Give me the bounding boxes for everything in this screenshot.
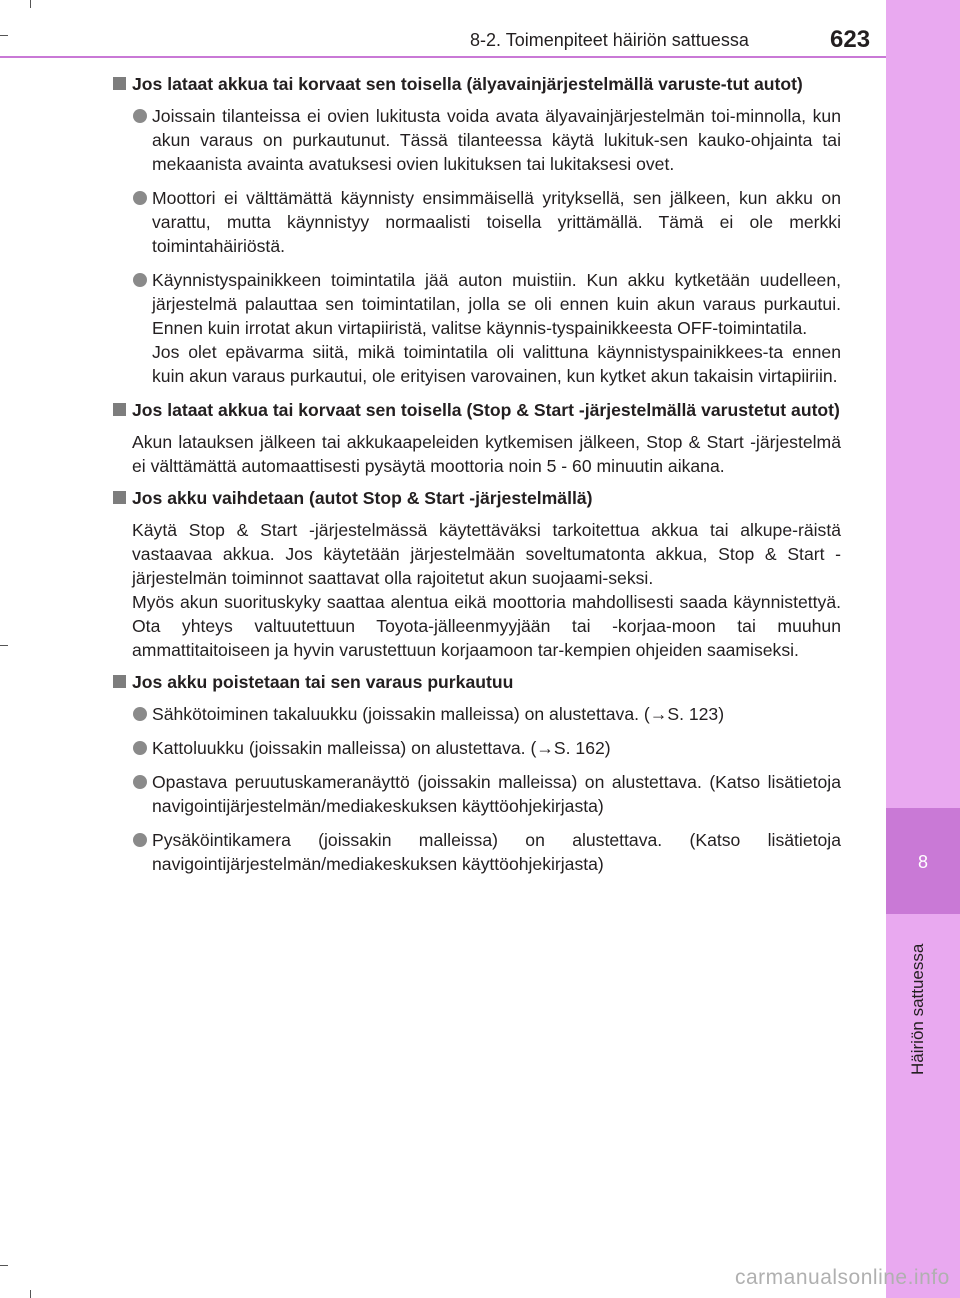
section-heading: Jos akku poistetaan tai sen varaus purkautuu xyxy=(112,670,841,694)
list-item: Pysäköintikamera (joissakin malleissa) on alustettava. (Katso lisätietoja navigointijärjestelmän/mediakeskuksen käyttöohjekirjasta) xyxy=(112,828,841,876)
crop-mark xyxy=(0,35,8,36)
list-item: Joissain tilanteissa ei ovien lukitusta voida avata älyavainjärjestelmän toi-minnolla, kun akun varaus on purkautunut. Tässä tilanteessa käytä lukituk-sen kauko-ohjainta tai mekaanista avainta avatuksesi ovien lukituksen tai lukitaksesi ovet. xyxy=(112,104,841,176)
paragraph: Akun latauksen jälkeen tai akkukaapeleiden kytkemisen jälkeen, Stop & Start -järjestelmä ei välttämättä automaattisesti pysäytä moottoria noin 5 - 60 minuutin aikana. xyxy=(132,432,841,476)
list-item: Sähkötoiminen takaluukku (joissakin malleissa) on alustettava. (→S. 123) xyxy=(112,702,841,726)
square-bullet-icon xyxy=(113,77,126,90)
list-item: Moottori ei välttämättä käynnisty ensimmäisellä yrityksellä, sen jälkeen, kun akku on varattu, mutta käynnistyy normaalisti toisella yrittämällä. Tämä ei ole merkki toimintahäiriöstä. xyxy=(112,186,841,258)
crop-mark xyxy=(30,0,31,8)
section-heading: Jos lataat akkua tai korvaat sen toisella (älyavainjärjestelmällä varuste-tut autot) xyxy=(112,72,841,96)
round-bullet-icon xyxy=(133,741,147,755)
paragraph: Käytä Stop & Start -järjestelmässä käytettäväksi tarkoitettua akkua tai alkupe-räistä vastaavaa akkua. Jos käytetään järjestelmään soveltumatonta akkua, Stop & Start -järjestelmän toiminnot saattavat olla rajoitetut akun suojaami-seksi. Myös akun suorituskyky saattaa alentua eikä moottoria mahdollisesti saada käynnistettyä. Ota yhteys valtuutettuun Toyota-jälleenmyyjään tai -korjaa-moon tai muuhun ammattitaitoiseen ja hyvin varustettuun korjaamoon tar-kempien ohjeiden saamiseksi. xyxy=(132,520,841,660)
chapter-sidebar xyxy=(886,0,960,1298)
round-bullet-icon xyxy=(133,707,147,721)
watermark: carmanualsonline.info xyxy=(735,1266,950,1289)
page-content xyxy=(112,72,841,886)
square-bullet-icon xyxy=(113,491,126,504)
section-stop-start-charging xyxy=(112,398,841,478)
crop-mark xyxy=(0,1265,8,1266)
section-heading: Jos akku vaihdetaan (autot Stop & Start -järjestelmällä) xyxy=(112,486,841,510)
list-item: Käynnistyspainikkeen toimintatila jää auton muistiin. Kun akku kytketään uudelleen, järjestelmä palauttaa sen toimintatilan, jolla se oli ennen kuin akun varaus purkautui. Ennen kuin irrotat akun virtapiiristä, valitse käynnis-tyspainikkeesta OFF-toimintatila. Jos olet epävarma siitä, mikä toimintatila oli valittuna käynnistyspainikkees-ta ennen kuin akun varaus purkautui, ole erityisen varovainen, kun kytket akun takaisin virtapiiriin. xyxy=(112,268,841,388)
chapter-title: Häiriön sattuessa xyxy=(908,943,927,1075)
section-heading: Jos lataat akkua tai korvaat sen toisella (Stop & Start -järjestelmällä varustetut autot) xyxy=(112,398,841,422)
square-bullet-icon xyxy=(113,403,126,416)
round-bullet-icon xyxy=(133,833,147,847)
crop-mark xyxy=(30,1290,31,1298)
round-bullet-icon xyxy=(133,775,147,789)
round-bullet-icon xyxy=(133,191,147,205)
section-battery-removed xyxy=(112,670,841,876)
chapter-number: 8 xyxy=(917,852,928,872)
page-number: 623 xyxy=(830,26,871,53)
list-item: Opastava peruutuskameranäyttö (joissakin malleissa) on alustettava. (Katso lisätietoja navigointijärjestelmän/mediakeskuksen käyttöohjekirjasta) xyxy=(112,770,841,818)
section-smart-key xyxy=(112,72,841,388)
section-battery-replacement xyxy=(112,486,841,662)
round-bullet-icon xyxy=(133,273,147,287)
page-header-title: 8-2. Toimenpiteet häiriön sattuessa xyxy=(470,30,749,50)
crop-mark xyxy=(0,645,8,646)
round-bullet-icon xyxy=(133,109,147,123)
header-rule xyxy=(0,56,886,58)
square-bullet-icon xyxy=(113,675,126,688)
list-item: Kattoluukku (joissakin malleissa) on alustettava. (→S. 162) xyxy=(112,736,841,760)
